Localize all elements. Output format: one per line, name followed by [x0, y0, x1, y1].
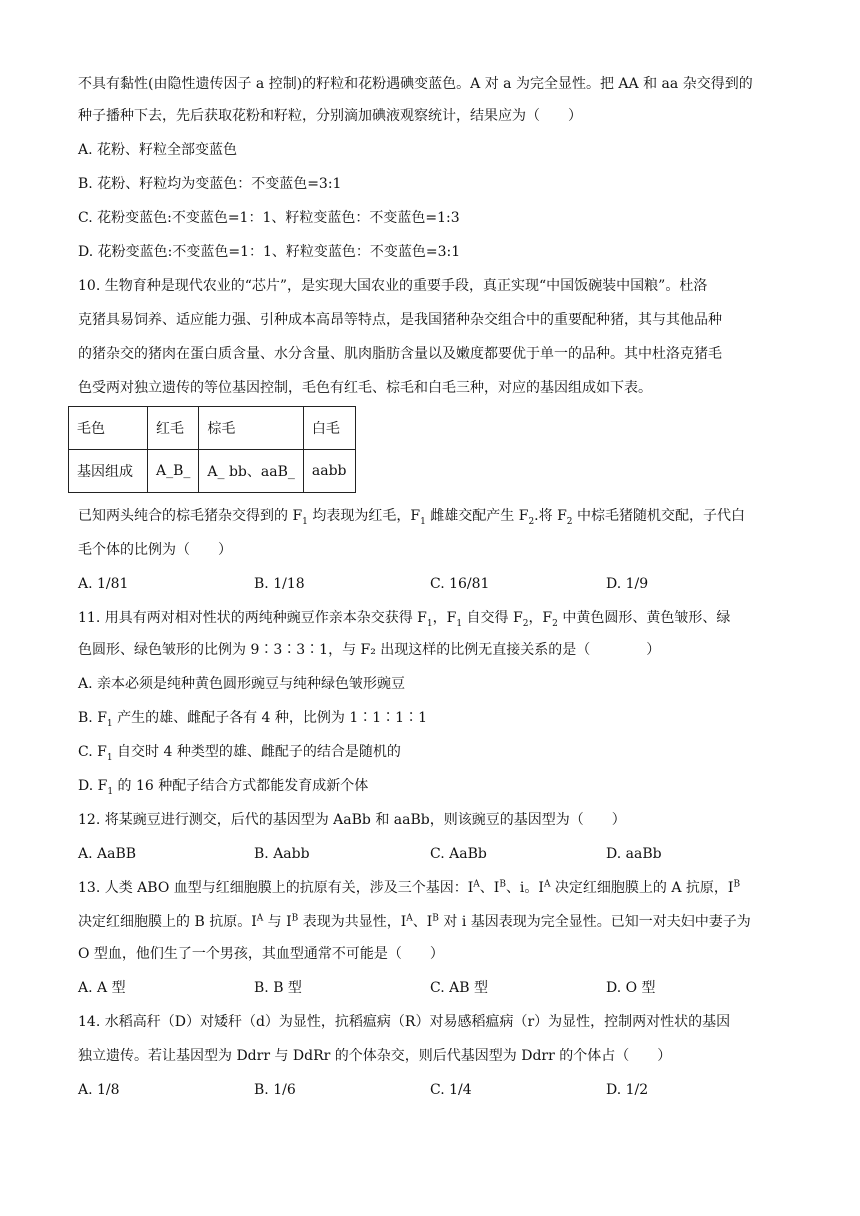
- q13-option-c: C. AB 型: [430, 980, 488, 996]
- q9-option-c: C. 花粉变蓝色:不变蓝色=1：1、籽粒变蓝色：不变蓝色=1:3: [78, 210, 460, 226]
- q11-option-b: B. $F_1$ 产生的雄、雌配子各有 4 种，比例为 1∶1∶1∶1: [78, 710, 427, 729]
- q9-stem-line1: 不具有黏性(由隐性遗传因子 a 控制)的籽粒和花粉遇碘变蓝色。A 对 a 为完全显性。把 AA 和 aa 杂交得到的: [78, 76, 753, 92]
- q11-option-d: D. $F_1$ 的 16 种配子结合方式都能发育成新个体: [78, 778, 369, 797]
- q13-stem-line1: 13. 人类 ABO 血型与红细胞膜上的抗原有关，涉及三个基因：$I^A$、$I^B$、i。$I^A$ 决定红细胞膜上的 A 抗原，$I^B$: [78, 879, 741, 896]
- table-cell: A_B_: [148, 450, 199, 493]
- q13-stem-line2: 决定红细胞膜上的 B 抗原。$I^A$ 与 $I^B$ 表现为共显性，$I^A$、$I^B$ 对 i 基因表现为完全显性。已知一对夫妇中妻子为: [78, 913, 751, 930]
- table-cell: 基因组成: [69, 450, 148, 493]
- q10-option-d: D. 1/9: [606, 576, 649, 592]
- q12-option-c: C. AaBb: [430, 846, 487, 862]
- q12-option-d: D. aaBb: [606, 846, 662, 862]
- q13-stem-line3: O 型血，他们生了一个男孩，其血型通常不可能是（ ）: [78, 946, 444, 962]
- q12-stem-line1: 12. 将某豌豆进行测交，后代的基因型为 AaBb 和 aaBb，则该豌豆的基因型为（ ）: [78, 812, 626, 828]
- q10-after-line1: 已知两头纯合的棕毛猪杂交得到的 $F_1$ 均表现为红毛，$F_1$ 雌雄交配产生 $F_2$.将 $F_2$ 中棕毛猪随机交配，子代白: [78, 508, 745, 527]
- q14-option-d: D. 1/2: [606, 1082, 649, 1098]
- q9-stem-line2: 种子播种下去，先后获取花粉和籽粒，分别滴加碘液观察统计，结果应为（ ）: [78, 108, 582, 124]
- table-cell: aabb: [303, 450, 355, 493]
- table-cell: 白毛: [303, 407, 355, 450]
- q14-stem-line2: 独立遗传。若让基因型为 Ddrr 与 DdRr 的个体杂交，则后代基因型为 Ddrr 的个体占（ ）: [78, 1048, 672, 1064]
- q12-option-b: B. Aabb: [254, 846, 310, 862]
- q10-stem-line1: 10. 生物育种是现代农业的“芯片”，是实现大国农业的重要手段，真正实现“中国饭碗装中国粮”。杜洛: [78, 278, 708, 294]
- q10-option-b: B. 1/18: [254, 576, 305, 592]
- table-cell: A_ bb、aaB_: [199, 450, 303, 493]
- coat-color-genotype-table: [68, 406, 356, 493]
- table-header-row: [69, 407, 356, 450]
- table-cell: 红毛: [148, 407, 199, 450]
- q14-option-c: C. 1/4: [430, 1082, 472, 1098]
- q10-stem-line4: 色受两对独立遗传的等位基因控制，毛色有红毛、棕毛和白毛三种，对应的基因组成如下表。: [78, 380, 652, 396]
- q10-option-a: A. 1/81: [78, 576, 129, 592]
- q11-option-a: A. 亲本必须是纯种黄色圆形豌豆与纯种绿色皱形豌豆: [78, 676, 406, 692]
- q12-option-a: A. AaBB: [78, 846, 137, 862]
- q11-stem-line2: 色圆形、绿色皱形的比例为 9∶3∶3∶1，与 F₂ 出现这样的比例无直接关系的是（ ）: [78, 642, 661, 658]
- q13-option-b: B. B 型: [254, 980, 302, 996]
- table-cell: 棕毛: [199, 407, 303, 450]
- q9-option-a: A. 花粉、籽粒全部变蓝色: [78, 142, 238, 158]
- q10-stem-line2: 克猪具易饲养、适应能力强、引种成本高昂等特点，是我国猪种杂交组合中的重要配种猪，其与其他品种: [78, 312, 722, 328]
- q13-option-a: A. A 型: [78, 980, 126, 996]
- q11-option-c: C. $F_1$ 自交时 4 种类型的雄、雌配子的结合是随机的: [78, 744, 401, 763]
- q10-after-line2: 毛个体的比例为（ ）: [78, 542, 232, 558]
- q11-stem-line1: 11. 用具有两对相对性状的两纯种豌豆作亲本杂交获得 $F_1$，$F_1$ 自交得 $F_2$，$F_2$ 中黄色圆形、黄色皱形、绿: [78, 610, 731, 629]
- q14-option-a: A. 1/8: [78, 1082, 120, 1098]
- q14-stem-line1: 14. 水稻高秆（D）对矮秆（d）为显性，抗稻瘟病（R）对易感稻瘟病（r）为显性，控制两对性状的基因: [78, 1014, 731, 1030]
- table-cell: 毛色: [69, 407, 148, 450]
- q10-stem-line3: 的猪杂交的猪肉在蛋白质含量、水分含量、肌肉脂肪含量以及嫩度都要优于单一的品种。其中杜洛克猪毛: [78, 346, 722, 362]
- q9-option-b: B. 花粉、籽粒均为变蓝色：不变蓝色=3:1: [78, 176, 342, 192]
- table-row: [69, 450, 356, 493]
- q13-option-d: D. O 型: [606, 980, 656, 996]
- q9-option-d: D. 花粉变蓝色:不变蓝色=1：1、籽粒变蓝色：不变蓝色=3:1: [78, 244, 461, 260]
- q14-option-b: B. 1/6: [254, 1082, 296, 1098]
- q10-option-c: C. 16/81: [430, 576, 490, 592]
